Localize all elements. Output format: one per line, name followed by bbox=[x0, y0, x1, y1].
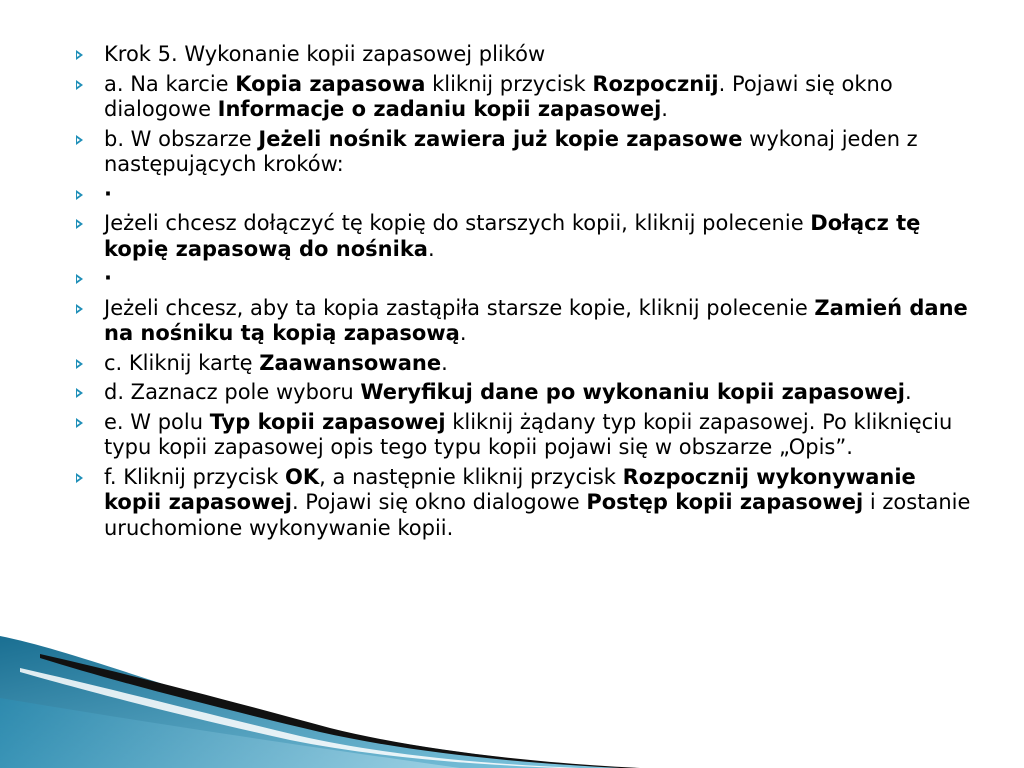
bullet-text-run: . bbox=[441, 350, 448, 375]
bullet-text bbox=[104, 351, 448, 375]
bullet-text-run: . bbox=[427, 236, 435, 261]
bullet-item bbox=[74, 211, 974, 262]
bullet-text bbox=[104, 72, 893, 122]
bullet-item bbox=[74, 42, 974, 68]
bullet-text-run: . bbox=[661, 97, 668, 121]
bullet-text bbox=[104, 380, 912, 404]
bullet-text bbox=[104, 296, 968, 346]
triangle-bullet-icon bbox=[76, 388, 83, 398]
bullet-item bbox=[74, 182, 974, 208]
triangle-bullet-icon bbox=[76, 418, 83, 428]
bullet-item bbox=[74, 127, 974, 178]
bullet-text bbox=[104, 410, 952, 460]
bullet-text-bold: OK bbox=[285, 464, 320, 489]
bullet-item bbox=[74, 380, 974, 406]
bullet-item bbox=[74, 410, 974, 461]
bullet-text-run: d. Zaznacz pole wyboru bbox=[104, 380, 361, 404]
bullet-text-bold: Rozpocznij bbox=[592, 71, 719, 96]
triangle-bullet-icon bbox=[76, 50, 83, 60]
bullet-text-run: . bbox=[459, 321, 467, 345]
bullet-text bbox=[104, 42, 545, 66]
bullet-item bbox=[74, 351, 974, 377]
bullet-text-run: f. Kliknij przycisk bbox=[104, 464, 286, 489]
bullet-text-bold: Zaawansowane bbox=[259, 350, 442, 375]
bullet-text-run: Jeżeli chcesz dołączyć tę kopię do starszych kopii, kliknij polecenie bbox=[104, 211, 811, 235]
bullet-text-run: a. Na karcie bbox=[104, 71, 236, 96]
bullet-text-run: , a następnie kliknij przycisk bbox=[319, 464, 623, 489]
bullet-text-run: . Pojawi się okno dialogowe bbox=[104, 71, 893, 121]
bullet-text-run: . Pojawi się okno dialogowe bbox=[291, 490, 587, 514]
bullet-text bbox=[104, 266, 112, 290]
triangle-bullet-icon bbox=[76, 190, 83, 200]
triangle-bullet-icon bbox=[76, 219, 83, 229]
triangle-bullet-icon bbox=[76, 359, 83, 369]
slide-content bbox=[74, 42, 974, 545]
bullet-text bbox=[104, 465, 970, 540]
bullet-text bbox=[104, 211, 920, 261]
bullet-text-bold: Jeżeli nośnik zawiera już kopie zapasowe bbox=[258, 126, 743, 151]
bullet-text-bold: Kopia zapasowa bbox=[235, 71, 426, 96]
bullet-text-bold: · bbox=[104, 266, 112, 290]
triangle-bullet-icon bbox=[76, 274, 83, 284]
triangle-bullet-icon bbox=[76, 80, 83, 90]
bullet-text bbox=[104, 127, 918, 177]
triangle-bullet-icon bbox=[76, 135, 83, 145]
bullet-text-bold: Weryfikuj dane po wykonaniu kopii zapasowej bbox=[360, 380, 905, 404]
bullet-text-run: b. W obszarze bbox=[104, 126, 259, 151]
bullet-text-run: i zostanie uruchomione wykonywanie kopii. bbox=[104, 490, 971, 540]
triangle-bullet-icon bbox=[76, 473, 83, 483]
bullet-text-bold: · bbox=[104, 181, 112, 206]
decorative-wave bbox=[0, 628, 1024, 768]
bullet-text-run: Krok 5. Wykonanie kopii zapasowej plików bbox=[104, 42, 546, 66]
triangle-bullet-icon bbox=[76, 304, 83, 314]
bullet-item bbox=[74, 465, 974, 542]
bullet-list bbox=[74, 42, 974, 541]
bullet-text-run: . bbox=[904, 380, 912, 404]
bullet-text-bold: Postęp kopii zapasowej bbox=[586, 490, 864, 514]
bullet-text bbox=[104, 182, 112, 206]
bullet-item bbox=[74, 296, 974, 347]
bullet-text-run: c. Kliknij kartę bbox=[104, 350, 260, 375]
bullet-text-bold: Typ kopii zapasowej bbox=[209, 409, 446, 434]
bullet-item bbox=[74, 72, 974, 123]
bullet-text-run: Jeżeli chcesz, aby ta kopia zastąpiła starsze kopie, kliknij polecenie bbox=[104, 295, 815, 320]
bullet-text-run: e. W polu bbox=[104, 409, 210, 434]
bullet-text-run: kliknij żądany typ kopii zapasowej. Po kliknięciu typu kopii zapasowej opis tego typu kopii pojawi się w obszarze „Opis”. bbox=[104, 409, 953, 459]
bullet-item bbox=[74, 266, 974, 292]
bullet-text-bold: Informacje o zadaniu kopii zapasowej bbox=[217, 97, 662, 121]
bullet-text-bold: Zamień dane na nośniku tą kopią zapasową bbox=[104, 295, 968, 345]
bullet-text-bold: Dołącz tę kopię zapasową do nośnika bbox=[104, 211, 921, 261]
bullet-text-run: wykonaj jeden z następujących kroków: bbox=[104, 126, 918, 176]
bullet-text-run: kliknij przycisk bbox=[425, 71, 593, 96]
bullet-text-bold: Rozpocznij wykonywanie kopii zapasowej bbox=[104, 464, 916, 514]
